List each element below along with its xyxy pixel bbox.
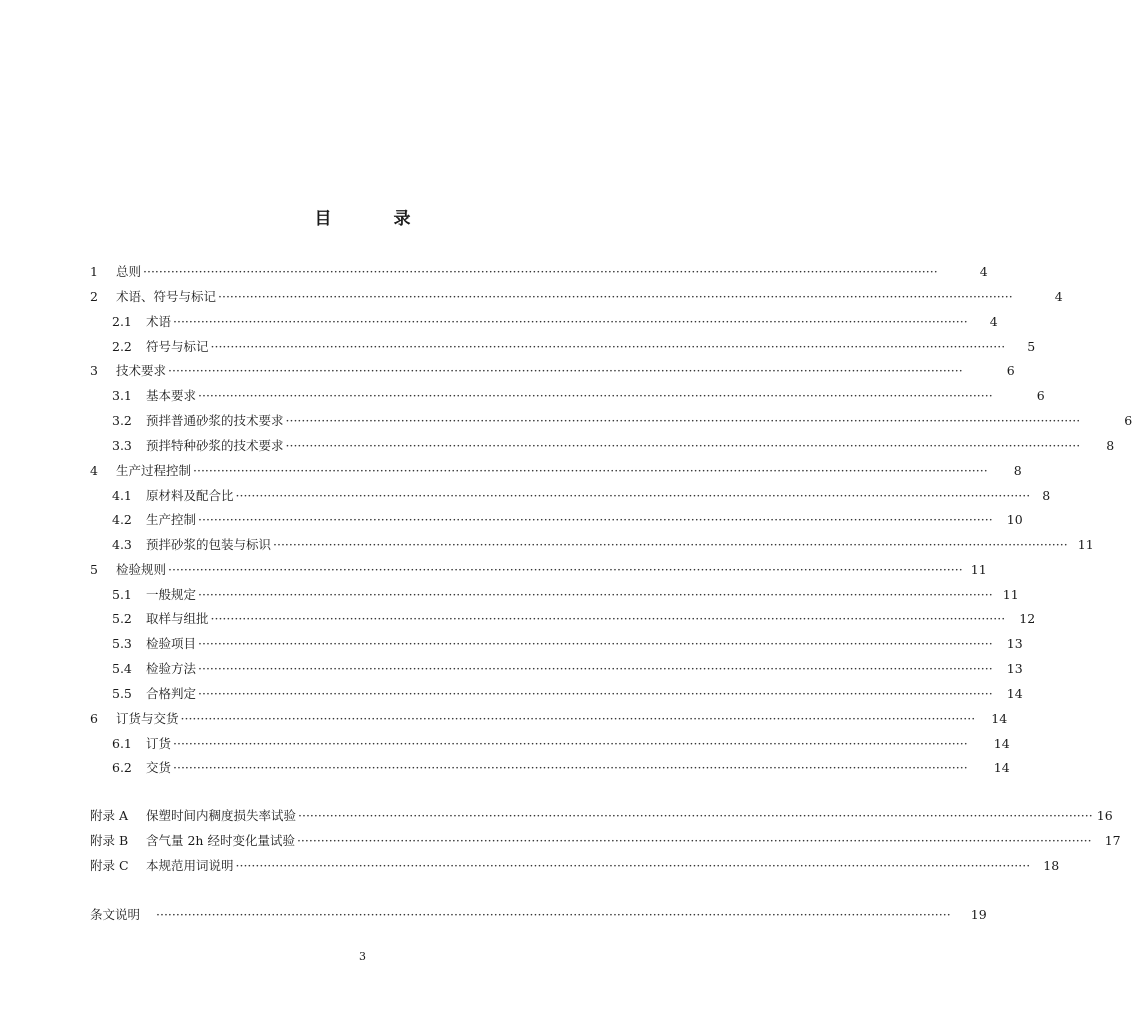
toc-entry-label: 生产过程控制 <box>116 463 192 478</box>
toc-entry-page: 17 <box>1104 833 1121 848</box>
toc-entry-label: 术语、符号与标记 <box>116 289 217 304</box>
toc-entry[interactable] <box>90 806 1113 826</box>
toc-entry[interactable] <box>90 461 1022 481</box>
toc-entry-number: 5.2 <box>112 611 132 626</box>
toc-leader-dots: ········································································································································································································ <box>210 611 1006 626</box>
toc-entry-page: 4 <box>979 264 988 279</box>
toc-entry-page: 5 <box>1027 339 1036 354</box>
toc-entry-label: 检验方法 <box>146 661 197 676</box>
toc-entry-number: 5 <box>90 562 98 577</box>
toc-entry[interactable] <box>112 659 1023 679</box>
toc-entry[interactable] <box>112 535 1094 555</box>
toc-entry-page: 18 <box>1043 858 1060 873</box>
toc-leader-dots: ········································································································································································································ <box>193 463 988 478</box>
toc-entry-number: 1 <box>90 264 98 279</box>
toc-leader-dots: ········································································································································································································ <box>285 438 1081 453</box>
toc-leader-dots: ········································································································································································································ <box>235 858 1031 873</box>
toc-entry-page: 11 <box>1002 587 1019 602</box>
toc-entry-label: 符号与标记 <box>146 339 209 354</box>
toc-entry-page: 14 <box>993 760 1010 775</box>
toc-entry-page: 8 <box>1106 438 1115 453</box>
toc-leader-dots: ········································································································································································································ <box>296 833 1092 848</box>
toc-entry-page: 4 <box>989 314 998 329</box>
toc-entry-label: 本规范用词说明 <box>146 858 234 873</box>
toc-entry-page: 13 <box>1006 636 1023 651</box>
toc-entry-page: 14 <box>1006 686 1023 701</box>
toc-entry-label: 条文说明 <box>90 907 141 922</box>
toc-entry-label: 检验项目 <box>146 636 197 651</box>
toc-entry-page: 14 <box>993 736 1010 751</box>
toc-leader-dots: ········································································································································································································ <box>235 488 1031 503</box>
toc-entry-page: 14 <box>991 711 1008 726</box>
toc-entry-page: 6 <box>1036 388 1045 403</box>
toc-entry-number: 3 <box>90 363 98 378</box>
toc-entry-page: 8 <box>1013 463 1022 478</box>
toc-entry-label: 交货 <box>146 760 172 775</box>
toc-entry-label: 检验规则 <box>116 562 167 577</box>
toc-entry[interactable] <box>112 585 1019 605</box>
toc-entry[interactable] <box>112 436 1115 456</box>
toc-entry-number: 5.5 <box>112 686 132 701</box>
toc-entry-number: 3.3 <box>112 438 132 453</box>
toc-entry-label: 原材料及配合比 <box>146 488 234 503</box>
toc-entry-page: 6 <box>1006 363 1015 378</box>
toc-entry-page: 16 <box>1096 808 1113 823</box>
toc-entry[interactable] <box>112 758 1010 778</box>
toc-entry-number: 4.2 <box>112 512 132 527</box>
toc-leader-dots: ········································································································································································································ <box>218 289 1013 304</box>
toc-entry[interactable] <box>112 609 1036 629</box>
toc-entry[interactable] <box>90 831 1121 851</box>
toc-entry[interactable] <box>112 684 1023 704</box>
toc-entry-page: 11 <box>970 562 987 577</box>
toc-entry[interactable] <box>90 905 987 925</box>
toc-title <box>0 204 725 229</box>
toc-entry-number: 6.1 <box>112 736 132 751</box>
toc-entry[interactable] <box>90 262 988 282</box>
toc-entry-label: 取样与组批 <box>146 611 209 626</box>
toc-entry-number: 2 <box>90 289 98 304</box>
toc-entry-number: 4 <box>90 463 98 478</box>
toc-entry-number: 5.3 <box>112 636 132 651</box>
toc-entry-label: 保塑时间内稠度损失率试验 <box>146 808 297 823</box>
toc-entry-number: 4.3 <box>112 537 132 552</box>
toc-leader-dots: ········································································································································································································ <box>198 686 993 701</box>
toc-entry-number: 2.2 <box>112 339 132 354</box>
toc-entry[interactable] <box>112 510 1023 530</box>
toc-leader-dots: ········································································································································································································ <box>210 339 1006 354</box>
toc-entry[interactable] <box>90 709 1008 729</box>
toc-entry-label: 订货 <box>146 736 172 751</box>
toc-entry-number: 3.1 <box>112 388 132 403</box>
toc-leader-dots: ········································································································································································································ <box>180 711 976 726</box>
toc-entry-page: 12 <box>1019 611 1036 626</box>
toc-leader-dots: ········································································································································································································ <box>198 388 993 403</box>
toc-entry-page: 4 <box>1054 289 1063 304</box>
toc-entry-number: 5.1 <box>112 587 132 602</box>
toc-entry[interactable] <box>112 411 1132 431</box>
toc-entry-label: 一般规定 <box>146 587 197 602</box>
toc-entry-label: 合格判定 <box>146 686 197 701</box>
toc-entry-number: 4.1 <box>112 488 132 503</box>
toc-leader-dots: ········································································································································································································ <box>156 907 951 922</box>
toc-entry-label: 预拌砂浆的包装与标识 <box>146 537 272 552</box>
toc-entry[interactable] <box>112 386 1045 406</box>
toc-entry[interactable] <box>112 486 1051 506</box>
toc-entry[interactable] <box>90 560 987 580</box>
toc-leader-dots: ········································································································································································································ <box>198 636 993 651</box>
toc-entry-number: 5.4 <box>112 661 132 676</box>
toc-entry-number: 附录 B <box>90 833 129 848</box>
toc-leader-dots: ········································································································································································································ <box>173 314 968 329</box>
toc-entry-label: 技术要求 <box>116 363 167 378</box>
toc-entry-label: 预拌普通砂浆的技术要求 <box>146 413 284 428</box>
toc-leader-dots: ········································································································································································································ <box>143 264 938 279</box>
toc-entry-number: 2.1 <box>112 314 132 329</box>
toc-entry-page: 19 <box>970 907 987 922</box>
toc-leader-dots: ········································································································································································································ <box>198 512 993 527</box>
toc-leader-dots: ········································································································································································································ <box>198 587 993 602</box>
toc-entry-label: 生产控制 <box>146 512 197 527</box>
toc-leader-dots: ········································································································································································································ <box>198 661 993 676</box>
title-char-2: 录 <box>393 209 411 229</box>
toc-entry[interactable] <box>112 634 1023 654</box>
toc-entry-number: 附录 A <box>90 808 129 823</box>
toc-entry-page: 11 <box>1077 537 1094 552</box>
toc-entry-page: 6 <box>1124 413 1132 428</box>
page-number: 3 <box>359 950 366 963</box>
toc-entry-page: 8 <box>1042 488 1051 503</box>
toc-entry[interactable] <box>112 734 1010 754</box>
toc-entry-page: 13 <box>1006 661 1023 676</box>
toc-leader-dots: ········································································································································································································ <box>298 808 1093 823</box>
title-char-1: 目 <box>314 209 332 229</box>
toc-entry-label: 术语 <box>146 314 172 329</box>
toc-leader-dots: ········································································································································································································ <box>173 760 968 775</box>
toc-entry-label: 预拌特种砂浆的技术要求 <box>146 438 284 453</box>
toc-entry-number: 3.2 <box>112 413 132 428</box>
toc-leader-dots: ········································································································································································································ <box>168 363 963 378</box>
toc-entry-number: 6 <box>90 711 98 726</box>
toc-entry[interactable] <box>112 337 1036 357</box>
toc-entry-label: 含气量 2h 经时变化量试验 <box>146 833 295 848</box>
toc-entry-number: 附录 C <box>90 858 129 873</box>
toc-entry[interactable] <box>90 856 1060 876</box>
toc-entry[interactable] <box>112 312 998 332</box>
toc-entry[interactable] <box>90 287 1063 307</box>
toc-leader-dots: ········································································································································································································ <box>168 562 963 577</box>
toc-leader-dots: ········································································································································································································ <box>273 537 1068 552</box>
toc-leader-dots: ········································································································································································································ <box>173 736 968 751</box>
toc-entry-label: 订货与交货 <box>116 711 179 726</box>
toc-leader-dots: ········································································································································································································ <box>285 413 1081 428</box>
toc-entry-label: 基本要求 <box>146 388 197 403</box>
toc-entry-page: 10 <box>1006 512 1023 527</box>
toc-entry-label: 总则 <box>116 264 142 279</box>
toc-entry[interactable] <box>90 361 1015 381</box>
toc-entry-number: 6.2 <box>112 760 132 775</box>
